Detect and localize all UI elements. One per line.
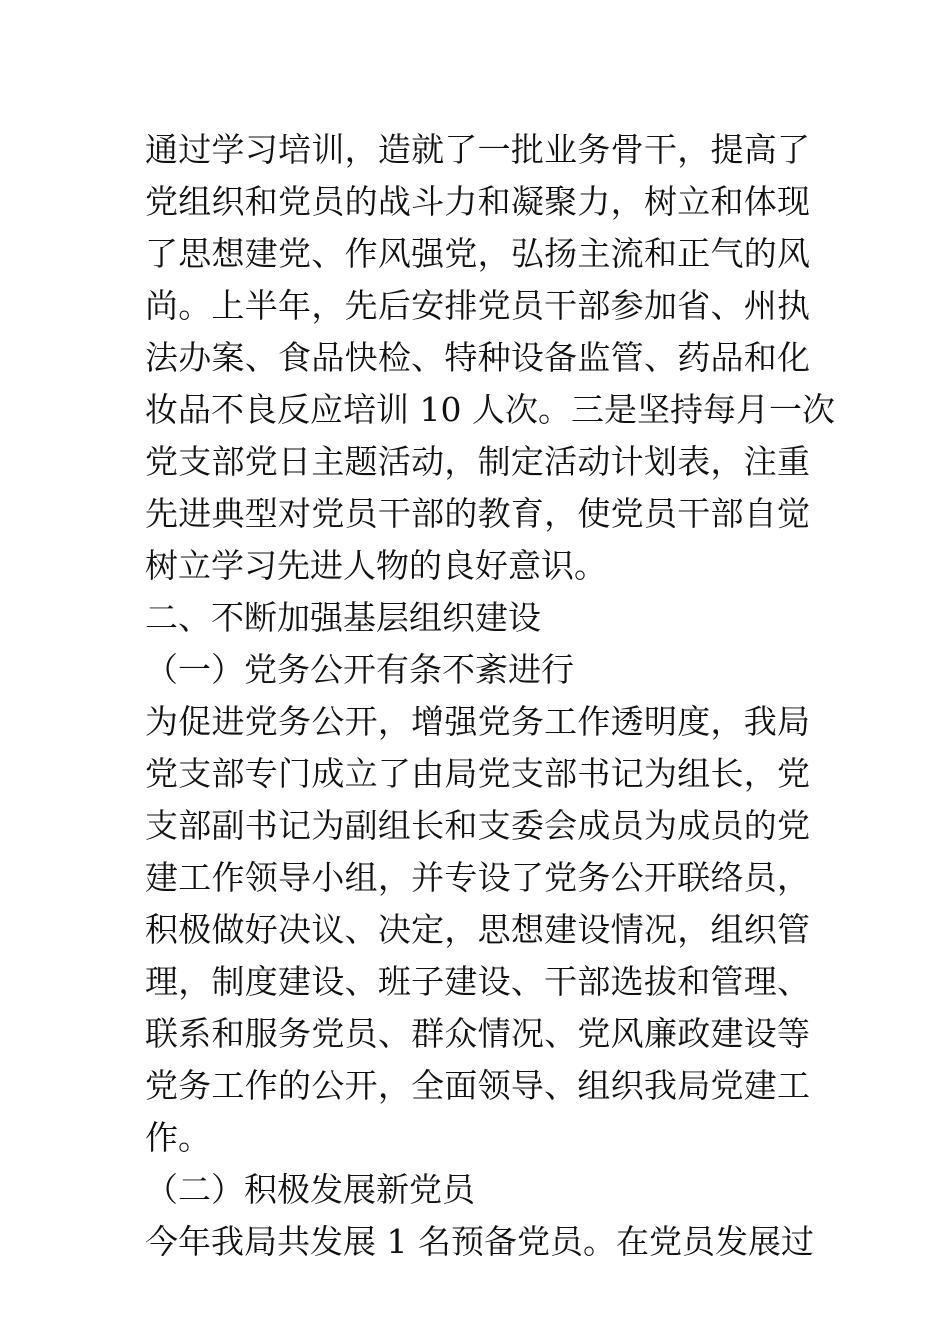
text-line: 了思想建党、作风强党，弘扬主流和正气的风 bbox=[145, 234, 810, 273]
text-line: 作。 bbox=[145, 1118, 211, 1157]
text-line: 尚。上半年，先后安排党员干部参加省、州执 bbox=[145, 286, 810, 325]
text-line: 树立学习先进人物的良好意识。 bbox=[145, 546, 607, 585]
section-heading: 二、不断加强基层组织建设 bbox=[145, 598, 541, 637]
document-body bbox=[145, 124, 835, 1268]
text-line: 通过学习培训，造就了一批业务骨干，提高了 bbox=[145, 130, 810, 169]
text-line: 为促进党务公开，增强党务工作透明度，我局 bbox=[145, 702, 810, 741]
subsection-heading: （一）党务公开有条不紊进行 bbox=[145, 650, 574, 689]
text-line: 支部副书记为副组长和支委会成员为成员的党 bbox=[145, 806, 810, 845]
text-line: 今年我局共发展 1 名预备党员。在党员发展过 bbox=[145, 1222, 814, 1261]
text-line: 法办案、食品快检、特种设备监管、药品和化 bbox=[145, 338, 810, 377]
subsection-heading: （二）积极发展新党员 bbox=[145, 1170, 475, 1209]
text-line: 妆品不良反应培训 10 人次。三是坚持每月一次 bbox=[145, 390, 835, 429]
text-line: 党组织和党员的战斗力和凝聚力，树立和体现 bbox=[145, 182, 810, 221]
text-line: 联系和服务党员、群众情况、党风廉政建设等 bbox=[145, 1014, 810, 1053]
text-line: 党支部专门成立了由局党支部书记为组长，党 bbox=[145, 754, 810, 793]
text-line: 建工作领导小组，并专设了党务公开联络员， bbox=[145, 858, 810, 897]
text-line: 党支部党日主题活动，制定活动计划表，注重 bbox=[145, 442, 810, 481]
text-line: 理，制度建设、班子建设、干部选拔和管理、 bbox=[145, 962, 810, 1001]
text-line: 党务工作的公开，全面领导、组织我局党建工 bbox=[145, 1066, 810, 1105]
text-line: 先进典型对党员干部的教育，使党员干部自觉 bbox=[145, 494, 810, 533]
text-line: 积极做好决议、决定，思想建设情况，组织管 bbox=[145, 910, 810, 949]
